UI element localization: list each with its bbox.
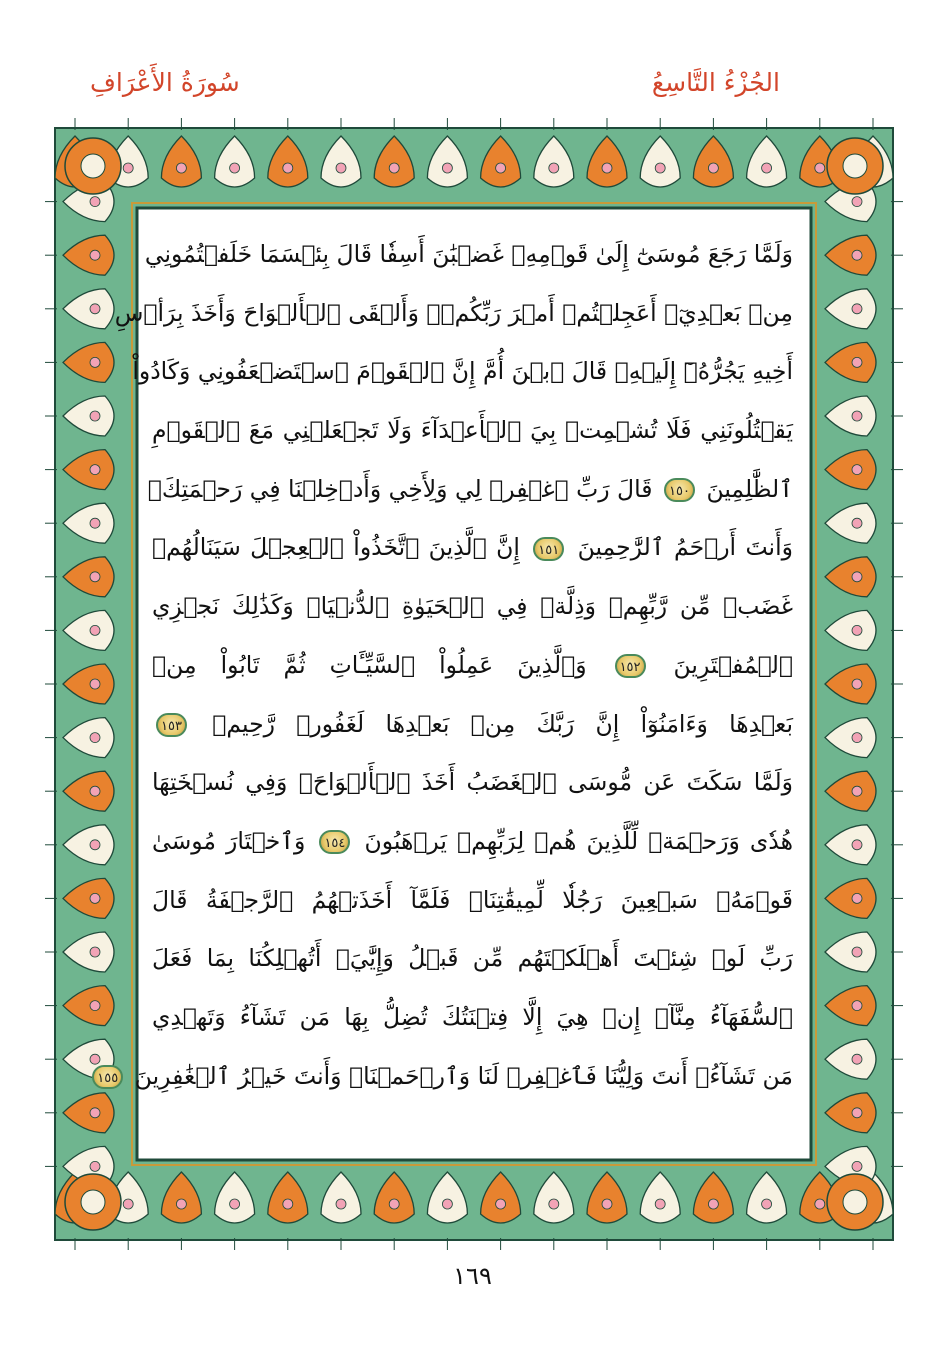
verse-text: وَأَنتَ أَرۡحَمُ ٱلرَّٰحِمِينَ [577, 533, 793, 562]
verse-line [144, 225, 793, 284]
verse-line [147, 460, 793, 519]
border-flower [852, 679, 862, 689]
verse-text-panel [97, 211, 805, 1146]
border-flower [852, 1108, 862, 1118]
border-flower [852, 304, 862, 314]
corner-ornament-center [81, 1190, 105, 1214]
verse-text: هُدٗى وَرَحۡمَةٞ لِّلَّذِينَ هُمۡ لِرَبِّهِمۡ يَرۡهَبُونَ [364, 826, 793, 855]
border-flower [90, 786, 100, 796]
border-flower [655, 1199, 665, 1209]
ayah-number-marker: ١٥٣ [156, 713, 187, 737]
verse-text: مَن تَشَآءُۖ أَنتَ وَلِيُّنَا فَٱغۡفِرۡ لَنَا وَٱرۡحَمۡنَاۖ وَأَنتَ خَيۡرُ ٱلۡغَٰفِرِينَ [134, 1061, 793, 1090]
border-flower [283, 1199, 293, 1209]
verse-line [152, 871, 793, 930]
border-flower [389, 1199, 399, 1209]
ayah-number-marker: ١٥٥ [92, 1065, 123, 1089]
corner-ornament-center [843, 154, 867, 178]
border-flower [602, 1199, 612, 1209]
verse-line [152, 753, 793, 812]
border-flower [762, 1199, 772, 1209]
border-flower [230, 163, 240, 173]
verse-line [97, 1047, 793, 1106]
border-flower [90, 947, 100, 957]
ayah-number-marker: ١٥٤ [319, 830, 350, 854]
border-flower [90, 357, 100, 367]
border-flower [852, 1054, 862, 1064]
verse-line [152, 929, 793, 988]
border-flower [90, 893, 100, 903]
verse-text: إِنَّ ٱلَّذِينَ ٱتَّخَذُواْ ٱلۡعِجۡلَ سَيَنَالُهُمۡ [152, 533, 520, 562]
border-flower [442, 163, 452, 173]
verse-text: قَالَ رَبِّ ٱغۡفِرۡ لِي وَلِأَخِي وَأَدۡخِلۡنَا فِي رَحۡمَتِكَۖ [147, 474, 653, 503]
border-flower [708, 1199, 718, 1209]
border-flower [176, 1199, 186, 1209]
border-flower [852, 518, 862, 528]
verse-text: وَلَمَّا رَجَعَ مُوسَىٰٓ إِلَىٰ قَوۡمِهِۦ غَضۡبَٰنَ أَسِفٗا قَالَ بِئۡسَمَا خَلَفۡتُمُونِي [144, 240, 793, 268]
border-flower [852, 733, 862, 743]
verse-line [152, 401, 793, 460]
page-number: ١٦٩ [453, 1262, 492, 1290]
border-flower [90, 733, 100, 743]
border-flower [90, 197, 100, 207]
verse-line [152, 812, 793, 871]
border-flower [90, 1001, 100, 1011]
border-flower [708, 163, 718, 173]
border-flower [852, 947, 862, 957]
verse-line [152, 988, 793, 1047]
verse-text: يَقۡتُلُونَنِي فَلَا تُشۡمِتۡ بِيَ ٱلۡأَعۡدَآءَ وَلَا تَجۡعَلۡنِي مَعَ ٱلۡقَوۡمِ [152, 416, 793, 445]
border-flower [852, 357, 862, 367]
border-flower [90, 1161, 100, 1171]
verse-text: غَضَبٞ مِّن رَّبِّهِمۡ وَذِلَّةٞ فِي ٱلۡحَيَوٰةِ ٱلدُّنۡيَاۚ وَكَذَٰلِكَ نَجۡزِي [152, 592, 793, 621]
border-flower [496, 1199, 506, 1209]
ayah-number-marker: ١٥٢ [615, 654, 646, 678]
border-flower [389, 163, 399, 173]
border-flower [496, 163, 506, 173]
border-flower [90, 840, 100, 850]
juz-label: الجُزْءُ التَّاسِعُ [651, 68, 780, 97]
border-flower [90, 572, 100, 582]
border-flower [442, 1199, 452, 1209]
verse-text: ٱلظَّٰلِمِينَ [706, 474, 793, 503]
border-flower [90, 679, 100, 689]
border-flower [852, 893, 862, 903]
verse-text: وَٱلَّذِينَ عَمِلُواْ ٱلسَّيِّـَٔاتِ ثُمَّ تَابُواْ مِنۢ [152, 650, 587, 679]
border-flower [852, 625, 862, 635]
border-flower [852, 840, 862, 850]
border-flower [123, 163, 133, 173]
verse-text: بَعۡدِهَا وَءَامَنُوٓاْ إِنَّ رَبَّكَ مِنۢ بَعۡدِهَا لَغَفُورٞ رَّحِيمٞ [212, 709, 793, 738]
border-flower [852, 197, 862, 207]
border-flower [176, 163, 186, 173]
verse-line [152, 636, 793, 695]
border-flower [90, 304, 100, 314]
border-flower [336, 1199, 346, 1209]
verse-text: وَٱخۡتَارَ مُوسَىٰ [152, 826, 306, 855]
verse-text: أَخِيهِ يَجُرُّهُۥٓ إِلَيۡهِۚ قَالَ ٱبۡنَ أُمَّ إِنَّ ٱلۡقَوۡمَ ٱسۡتَضۡعَفُونِي وَكَادُواْ [132, 357, 793, 386]
verse-line [152, 577, 793, 636]
border-flower [852, 572, 862, 582]
verse-line [152, 518, 793, 577]
verse-text: ٱلسُّفَهَآءُ مِنَّآۖ إِنۡ هِيَ إِلَّا فِتۡنَتُكَ تُضِلُّ بِهَا مَن تَشَآءُ وَتَهۡدِي [152, 1002, 793, 1031]
border-flower [336, 163, 346, 173]
border-flower [655, 163, 665, 173]
verse-line [152, 695, 793, 754]
verse-line [114, 284, 793, 343]
border-flower [852, 786, 862, 796]
verse-text: قَوۡمَهُۥ سَبۡعِينَ رَجُلٗا لِّمِيقَٰتِنَاۖ فَلَمَّآ أَخَذَتۡهُمُ ٱلرَّجۡفَةُ قَالَ [152, 885, 793, 914]
border-flower [90, 625, 100, 635]
verse-text: وَلَمَّا سَكَتَ عَن مُّوسَى ٱلۡغَضَبُ أَخَذَ ٱلۡأَلۡوَاحَۖ وَفِي نُسۡخَتِهَا [152, 768, 793, 797]
border-flower [90, 518, 100, 528]
corner-ornament-center [843, 1190, 867, 1214]
border-flower [90, 411, 100, 421]
border-flower [852, 1001, 862, 1011]
border-flower [549, 1199, 559, 1209]
ayah-number-marker: ١٥١ [533, 537, 564, 561]
ayah-number-marker: ١٥٠ [664, 478, 695, 502]
page-header [90, 62, 780, 112]
border-flower [230, 1199, 240, 1209]
border-flower [762, 163, 772, 173]
border-flower [90, 465, 100, 475]
border-flower [90, 250, 100, 260]
border-flower [852, 250, 862, 260]
corner-ornament-center [81, 154, 105, 178]
verse-line [132, 342, 793, 401]
border-flower [852, 411, 862, 421]
border-flower [283, 163, 293, 173]
border-flower [852, 465, 862, 475]
border-flower [549, 163, 559, 173]
border-flower [90, 1108, 100, 1118]
border-flower [123, 1199, 133, 1209]
surah-label: سُورَةُ الأَعْرَافِ [90, 68, 240, 97]
verse-text: رَبِّ لَوۡ شِئۡتَ أَهۡلَكۡتَهُم مِّن قَبۡلُ وَإِيَّٰيَۖ أَتُهۡلِكُنَا بِمَا فَعَلَ [152, 944, 793, 973]
border-flower [602, 163, 612, 173]
border-flower [815, 163, 825, 173]
border-flower [815, 1199, 825, 1209]
verse-text: مِنۢ بَعۡدِيٓۖ أَعَجِلۡتُمۡ أَمۡرَ رَبِّكُمۡۖ وَأَلۡقَى ٱلۡأَلۡوَاحَ وَأَخَذَ بِرَأۡسِ [114, 298, 793, 327]
border-flower [852, 1161, 862, 1171]
verse-text: ٱلۡمُفۡتَرِينَ [673, 650, 793, 679]
